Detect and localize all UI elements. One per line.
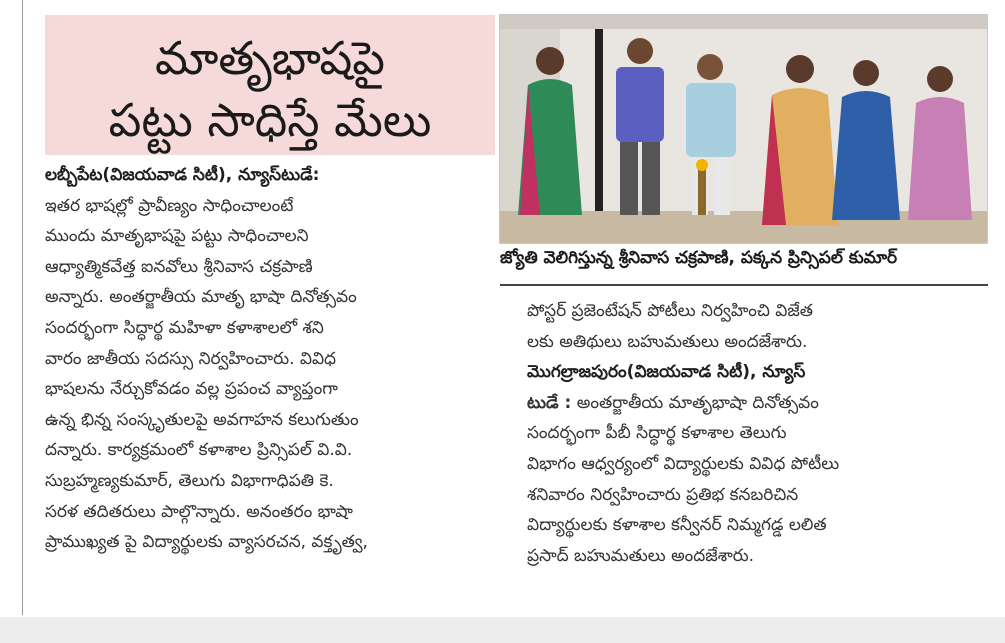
- article-2-dateline-end: టుడే :: [527, 392, 572, 413]
- headline-line-1: మాతృభాషపై: [154, 31, 386, 85]
- article-1-line: ముందు మాతృభాషపై పట్టు సాధించాలని: [45, 226, 309, 247]
- article-1-line: భాషలను నేర్చుకోవడం వల్ల ప్రపంచ వ్యాప్తంగా: [45, 379, 338, 400]
- headline-line-2: పట్టు సాధిస్తే మేలు: [108, 93, 432, 147]
- article-1-line: దన్నారు. కార్యక్రమంలో కళాశాల ప్రిన్సిపల్ వి.వి.: [45, 440, 353, 461]
- caption-rule: [500, 284, 988, 286]
- article-2-first-line-text: అంతర్జాతీయ మాతృభాషా దినోత్సవం: [576, 392, 819, 413]
- page-bottom-margin: [0, 617, 1005, 643]
- article-2-first-line: [527, 388, 982, 419]
- column-divider: [22, 0, 23, 615]
- article-1-line: వారం జాతీయ సదస్సు నిర్వహించారు. వివిధ: [45, 348, 337, 369]
- article-2-line: శనివారం నిర్వహించారు ప్రతిభ కనబరిచిన: [527, 484, 799, 505]
- article-1-line: ఉన్న భిన్న సంస్కృతులపై అవగాహన కలుగుతుం: [45, 409, 359, 430]
- article-2-line: సందర్భంగా పీబీ సిద్ధార్థ కళాశాల తెలుగు: [527, 423, 787, 444]
- article-1-continuation-line: పోస్టర్ ప్రజెంటేషన్ పోటీలు నిర్వహించి విజేత: [527, 301, 813, 321]
- photo-caption: జ్యోతి వెలిగిస్తున్న శ్రీనివాస చక్రపాణి, పక్కన ప్రిన్సిపల్ కుమార్: [500, 248, 898, 268]
- article-2-line: ప్రసాద్ బహుమతులు అందజేశారు.: [527, 545, 755, 566]
- article-1-line: అన్నారు. అంతర్జాతీయ మాతృ భాషా దినోత్సవం: [45, 287, 357, 308]
- article-2-dateline: మొగల్రాజపురం(విజయవాడ సిటీ), న్యూస్: [527, 362, 806, 383]
- article-1-line: సందర్భంగా సిద్ధార్థ మహిళా కళాశాలలో శని: [45, 317, 324, 338]
- article-1-line: సుబ్రహ్మణ్యకుమార్, తెలుగు విభాగాధిపతి కె.: [45, 470, 334, 491]
- article-1-line: ప్రాముఖ్యత పై విద్యార్థులకు వ్యాసరచన, వక్తృత్వ,: [45, 532, 368, 553]
- article-1-dateline: లబ్బీపేట(విజయవాడ సిటీ), న్యూస్‌టుడే:: [45, 165, 320, 185]
- headline-box: [45, 15, 495, 155]
- article-1-line: ఇతర భాషల్లో ప్రావీణ్యం సాధించాలంటే: [45, 195, 294, 216]
- article-2-line: విద్యార్థులకు కళాశాల కన్వీనర్ నిమ్మగడ్డ లలిత: [527, 515, 827, 536]
- article-1-line: ఆధ్యాత్మికవేత్త ఐనవోలు శ్రీనివాస చక్రపాణి: [45, 256, 313, 277]
- article-2-line: విభాగం ఆధ్వర్యంలో విద్యార్థులకు వివిధ పోటీలు: [527, 453, 840, 474]
- news-photo: [499, 14, 988, 244]
- article-1-column: [45, 160, 495, 558]
- photo-illustration: [500, 15, 987, 243]
- article-column-right: [527, 296, 982, 571]
- article-1-continuation-line: లకు అతిథులు బహుమతులు అందజేశారు.: [527, 331, 808, 352]
- article-1-line: సరళ తదితరులు పాల్గొన్నారు. అనంతరం భాషా: [45, 501, 353, 522]
